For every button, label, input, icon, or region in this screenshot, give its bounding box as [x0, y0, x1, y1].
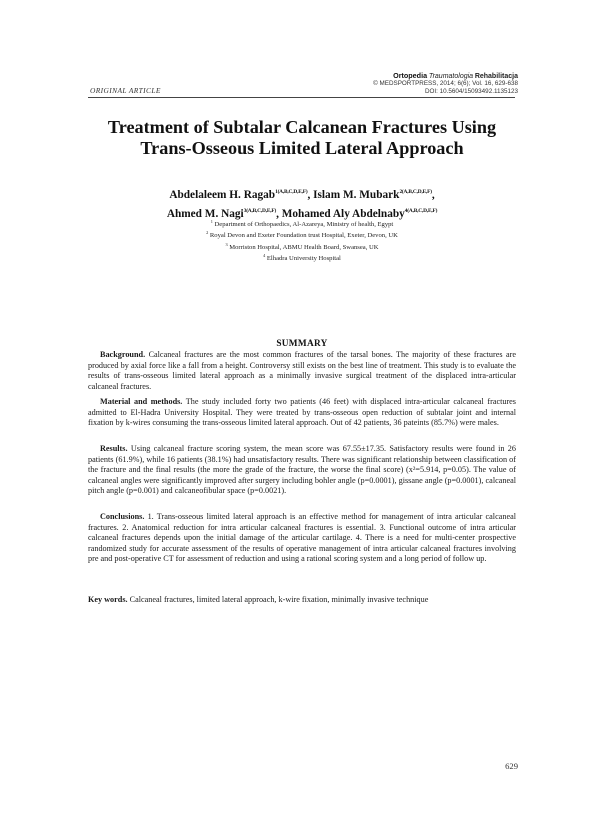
- article-title-line-1: Treatment of Subtalar Calcanean Fractures Using: [107, 117, 497, 137]
- methods-label: Material and methods.: [100, 397, 183, 406]
- author-list: [88, 184, 516, 222]
- methods-text: The study included forty two patients (46 feet) with displaced intra-articular calcaneal fractures admitted to El-Hadra University Hospital. They were treated by trans-osseous open reduction of subtalar joint and internal fixation by k-wires consuming the trans-osseous limited lateral approach. Out of 42 patients, 36 pateints (85.7%) were males.: [88, 397, 516, 428]
- summary-background: [88, 350, 516, 392]
- article-section-label: ORIGINAL ARTICLE: [90, 86, 161, 95]
- results-text: Using calcaneal fracture scoring system, the mean score was 67.55±17.35. Satisfactory results were found in 26 patients (61.9%), while 16 patients (38.1%) had unsatisfactory results. There was significant relationship between classification of the fracture and the final results (the more the grade of the fracture, the worse the final score) (x²=5.914, p=0.05). The value of calcaneal angles were significantly improved after surgery including bohler angle (p=0.0001), gissane angle (p=0.0001), calcaneal pitch angle (p=0.001) and calcaneofibular space (p=0.0021).: [88, 444, 516, 496]
- background-text: Calcaneal fractures are the most common fractures of the tarsal bones. The majority of these fractures are produced by axial force like a fall from a height. Controversy still exists on the best line of treatment. This study is to evaluate the results of trans-osseous limited lateral approach as a minimally invasive surgical treatment of the displaced intra-articular calcaneal fractures.: [88, 350, 516, 391]
- keywords-text: Calcaneal fractures, limited lateral approach, k-wire fixation, minimally invasive technique: [127, 595, 429, 604]
- article-title: [88, 117, 516, 159]
- affiliation-list: [88, 218, 516, 264]
- author-contribution: 3(A,B,C,D,E,F): [243, 208, 277, 214]
- results-label: Results.: [100, 444, 128, 453]
- journal-doi: DOI: 10.5604/15093492.1135123: [424, 87, 518, 95]
- conclusions-text: 1. Trans-osseous limited lateral approach is an effective method for management of intra articular calcaneal fractures. 2. Anatomical reduction for intra articular calcaneal fractures is essential. 3. Functional outcome of intra articular calcaneal fractures depends upon the initial damage of the articular cartilage. 4. There is a need for multi-center prospective randomized study for accurate assessment of the results of operative management of intra articular calcaneal fractures involving pre and post-operative CT for assessment of reduction and using a rational scoring system and a long period of follow up.: [88, 512, 516, 564]
- conclusions-label: Conclusions.: [100, 512, 145, 521]
- summary-heading: SUMMARY: [276, 339, 328, 349]
- journal-citation: © MEDSPORTPRESS, 2014; 6(6); Vol. 16, 629-638: [373, 80, 518, 88]
- author-contribution: 1(A,B,C,D,E,F): [275, 189, 308, 195]
- keywords: [88, 595, 516, 606]
- affiliation: $^4$ Elhadra University Hospital: [263, 253, 341, 263]
- affiliation: $^3$ Morriston Hospital, ABMU Health Board, Swansea, UK: [225, 241, 379, 251]
- affiliation: $^2$ Royal Devon and Exeter Foundation trust Hospital, Exeter, Devon, UK: [206, 230, 398, 240]
- author-contribution: 2(A,B,C,D,E,F): [399, 189, 432, 195]
- journal-brand: Ortopedia: [393, 71, 428, 80]
- summary-results: [88, 444, 516, 497]
- affiliation: $^1$ Department of Orthopaedics, Al-Azareya, Ministry of health, Egypt: [210, 219, 394, 228]
- summary-methods: [88, 397, 516, 429]
- journal-header: [373, 72, 518, 95]
- keywords-label: Key words.: [88, 595, 128, 604]
- page-number: 629: [505, 761, 518, 771]
- background-label: Background.: [100, 350, 146, 359]
- author-name: Islam M. Mubark: [313, 189, 400, 201]
- summary-conclusions: [88, 512, 516, 565]
- author-name: Abdelaleem H. Ragab: [169, 189, 276, 201]
- author-line-2: Ahmed M. Nagi$^{3(A,B,C,D,E,F)}$, Mohamed Aly Abdelnaby$^{4(A,B,C,D,E,F)}$: [166, 208, 438, 220]
- author-name: Mohamed Aly Abdelnaby: [281, 208, 405, 220]
- journal-name-italic: Traumatologia: [428, 73, 474, 80]
- author-contribution: 4(A,B,C,D,E,F): [404, 208, 438, 214]
- author-line-1: Abdelaleem H. Ragab$^{1(A,B,C,D,E,F)}$, Islam M. Mubark$^{2(A,B,C,D,E,F)}$,: [169, 189, 435, 201]
- header-divider: [88, 97, 515, 98]
- article-title-line-2: Trans-Osseous Limited Lateral Approach: [140, 138, 464, 158]
- author-name: Ahmed M. Nagi: [166, 208, 244, 220]
- journal-name-bold: Rehabilitacja: [474, 73, 518, 80]
